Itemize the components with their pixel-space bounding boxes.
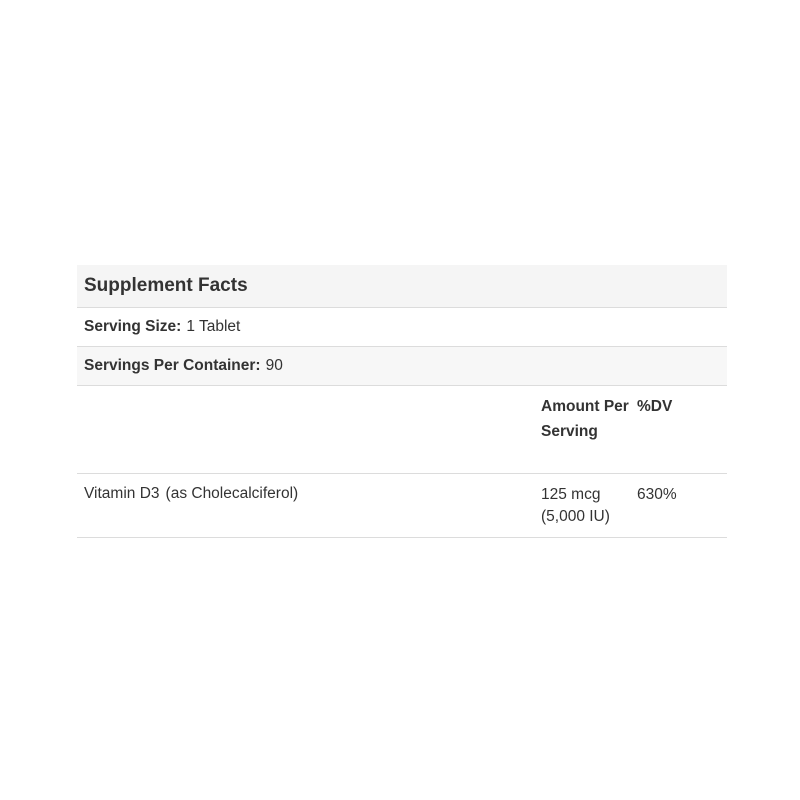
- nutrient-name: [84, 484, 298, 504]
- nutrient-dv: 630%: [637, 486, 677, 503]
- supplement-facts-table: [77, 265, 727, 538]
- amount-per-serving-header: Amount Per Serving: [541, 398, 629, 440]
- serving-size-value: 1 Tablet: [186, 318, 241, 335]
- servings-per-container-row: [77, 347, 727, 386]
- serving-size-label: Serving Size:: [84, 318, 182, 335]
- serving-size-row: [77, 308, 727, 347]
- nutrient-source: (as Cholecalciferol): [165, 485, 299, 502]
- servings-per-container-value: 90: [265, 357, 283, 374]
- column-header-row: [77, 386, 727, 474]
- daily-value-header: %DV: [637, 398, 673, 415]
- title-row: [77, 265, 727, 308]
- table-title: Supplement Facts: [84, 275, 248, 296]
- nutrient-amount-alt: (5,000 IU): [541, 508, 610, 525]
- nutrient-amount-value: 125 mcg: [541, 486, 601, 503]
- nutrient-row: [77, 474, 727, 538]
- nutrient-name-text: Vitamin D3: [84, 485, 160, 502]
- nutrient-amount: [541, 484, 631, 528]
- servings-per-container-label: Servings Per Container:: [84, 357, 261, 374]
